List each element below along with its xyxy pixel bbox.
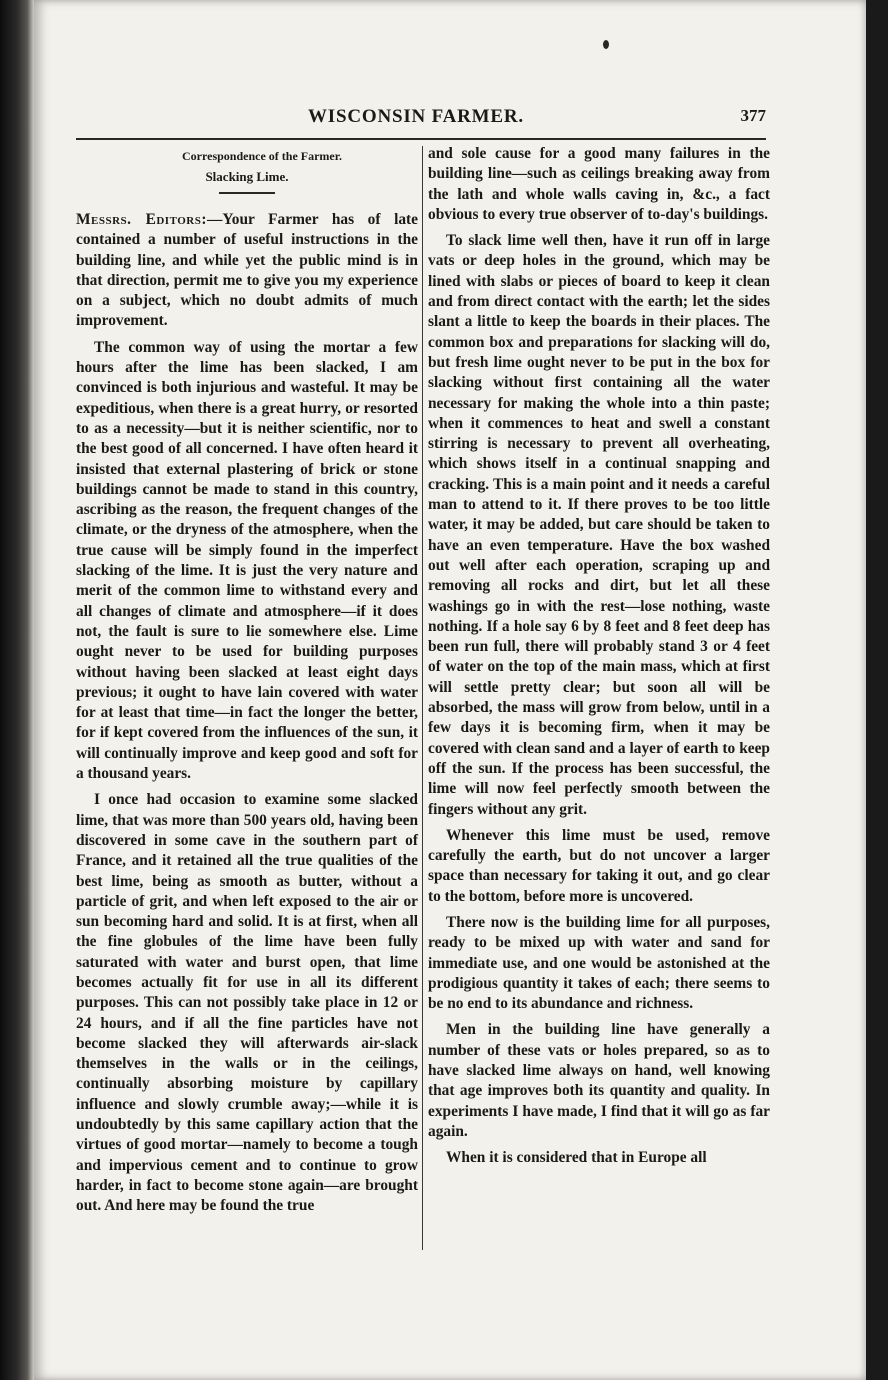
column-divider bbox=[422, 146, 423, 1250]
paragraph-salutation bbox=[76, 210, 418, 332]
paragraph-6: There now is the building lime for all purposes, ready to be mixed up with water and sand for immediate use, and one would be astonished at the prodigious quantity it takes of each; there seems to be no end to its abundance and richness. bbox=[428, 913, 770, 1013]
paragraph-2: The common way of using the mortar a few hours after the lime has been slacked, I am convinced is both injurious and wasteful. It may be expeditious, when there is a great hurry, or resorted to as a necessity—but it is neither scientific, nor to the best good of all concerned. I have often heard it insisted that external plastering of brick or stone buildings cannot be made to stand in this country, ascribing as the reason, the frequent changes of the climate, or the dryness of the atmosphere, when the true cause will be simply found in the imperfect slacking of the lime. It is just the very nature and merit of the common lime to withstand every and all changes of climate and atmosphere—if it does not, the fault is sure to lie somewhere else. Lime ought never to be used for building purposes without having been slacked at least eight days previous; it ought to have lain covered with water for at least that time—in fact the longer the better, for if kept covered from the influences of the sun, it will continually improve and keep good and soft for a thousand years. bbox=[76, 338, 418, 783]
page-header bbox=[76, 106, 766, 134]
article-title: Slacking Lime. bbox=[205, 169, 289, 184]
right-column bbox=[428, 144, 770, 1169]
paragraph-1-text: —Your Farmer has of late contained a number of useful instructions in the building line, and while yet the public mind is in that direction, permit me to give you my experience on a subject, which no doubt admits of much improvement. bbox=[76, 211, 419, 330]
paragraph-3-continued: and sole cause for a good many failures in the building line—such as ceilings breaking away from the lath and whole walls caving in, &c., a fact obvious to every true observer of to-day's buildings. bbox=[428, 145, 770, 223]
header-rule bbox=[76, 138, 766, 140]
title-rule bbox=[219, 192, 275, 194]
paragraph-5: Whenever this lime must be used, remove carefully the earth, but do not uncover a larger space than necessary for taking it out, and go clear to the bottom, before more is uncovered. bbox=[428, 826, 770, 905]
department-heading: Correspondence of the Farmer. bbox=[182, 149, 342, 163]
paragraph-7: Men in the building line have generally a number of these vats or holes prepared, so as to have slacked lime always on hand, well knowing that age improves both its quantity and quality. In experiments I have made, I find that it will go as far again. bbox=[428, 1021, 770, 1140]
salutation: Messrs. Editors: bbox=[76, 211, 207, 228]
page-number: 377 bbox=[740, 106, 766, 125]
ink-spot bbox=[603, 40, 609, 49]
running-head: WISCONSIN FARMER. bbox=[308, 106, 524, 127]
paragraph-3: I once had occasion to examine some slacked lime, that was more than 500 years old, having been discovered in some cave in the southern part of France, and it retained all the true qualities of the best lime, being as smooth as butter, without a particle of grit, and when left exposed to the air or sun becoming hard and solid. It is at first, when all the fine globules of the lime have been fully saturated with water and burst open, that lime becomes actually fit for use in all its different purposes. This can not possibly take place in 12 or 24 hours, and if all the fine particles have not become slacked they will afterwards air-slack themselves in the walls or in the ceilings, continually absorbing moisture by capillary influence and slowly crumble away;—while it is undoubtedly by this same capillary action that the virtues of good mortar—namely to become a tough and impervious cement and to continue to grow harder, in fact to become stone again—are brought out. And here may be found the true bbox=[76, 791, 418, 1215]
left-column bbox=[76, 148, 418, 1217]
book-binding-edge bbox=[0, 0, 34, 1380]
paragraph-4: To slack lime well then, have it run off in large vats or deep holes in the ground, which may be lined with slabs or pieces of board to keep it clean and from direct contact with the earth; let the sides slant a little to keep the boards in their places. The common box and preparations for slacking will do, but fresh lime ought never to be put in the box for slacking without first containing all the water necessary for making the whole into a thin paste; when it commences to heat and swell a constant stirring is necessary to prevent all overheating, which shows itself in a continual snapping and cracking. This is a main point and it needs a careful man to attend to it. If there proves to be too little water, it may be added, but care should be taken to have an even temperature. Have the box washed out well after each operation, scraping up and removing all rocks and dirt, but let all these washings go in with the rest—lose nothing, waste nothing. If a hole say 6 by 8 feet and 8 feet deep has been run full, there will probably stand 3 or 4 feet of water on the top of the main mass, which at first will settle pretty clear; but soon all will be absorbed, the mass will grow from below, until in a few days it is becoming firm, when it may be covered with clean sand and a layer of earth to keep off the sun. If the process has been successful, the lime will now feel perfectly smooth between the fingers without any grit. bbox=[428, 232, 770, 818]
paragraph-8: When it is considered that in Europe all bbox=[446, 1149, 707, 1167]
